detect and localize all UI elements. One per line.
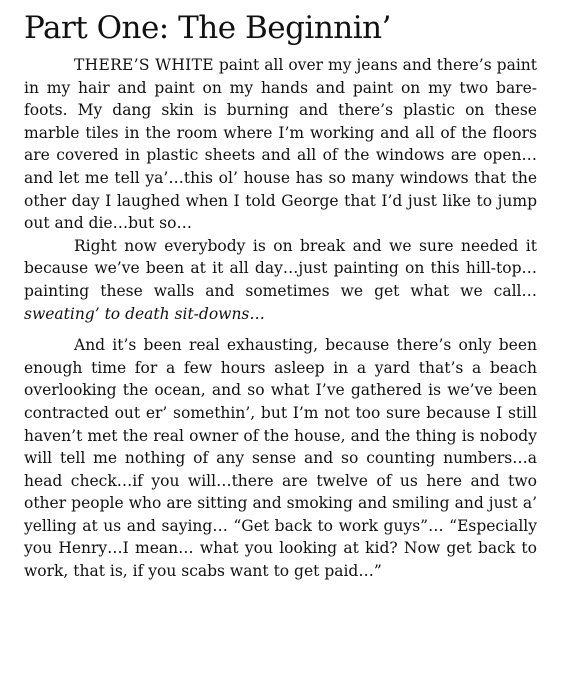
paragraph-3-text: And it’s been real exhausting, because there’s only been enough time for a few hours asleep in a yard that’s a beach overlooking the ocean, and so what I’ve gathered is we’ve been contracted out er’ somethin’, but I’m not too sure because I still haven’t met the real owner of the house, and the thing is nobody will tell me nothing of any sense and so counting numbers…a head check…if you will…there are twelve of us here and two other people who are sitting and smoking and smiling and just a’ yelling at us and saying… “Get back to work guys”… “Especially you Henry…I mean… what you looking at kid? Now get back to work, that is, if you scabs want to get paid…” [24,336,537,581]
paragraph-1-text: paint all over my jeans and there’s paint in my hair and paint on my hands and paint on my two bare-foots. My dang skin is burning and there’s plastic on these marble tiles in the room where I’m working and all of the floors are covered in plastic sheets and all of the windows are open…and let me tell ya’…this ol’ house has so many windows that the other day I laughed when I told George that I’d just like to jump out and die…but so… [24,56,537,233]
paragraph-2-italic-text: sweating’ to death sit-downs… [24,304,265,323]
paragraph-2-text: Right now everybody is on break and we sure needed it because we’ve been at it all day…just painting on this hill-top… painting these walls and sometimes we get what we call… [24,236,537,300]
paragraph-1-lead-caps: THERE’S WHITE [74,56,214,74]
paragraph-1 [24,54,537,235]
paragraph-2 [24,235,537,325]
chapter-title: Part One: The Beginnin’ [24,10,391,46]
paragraph-3 [24,334,537,583]
